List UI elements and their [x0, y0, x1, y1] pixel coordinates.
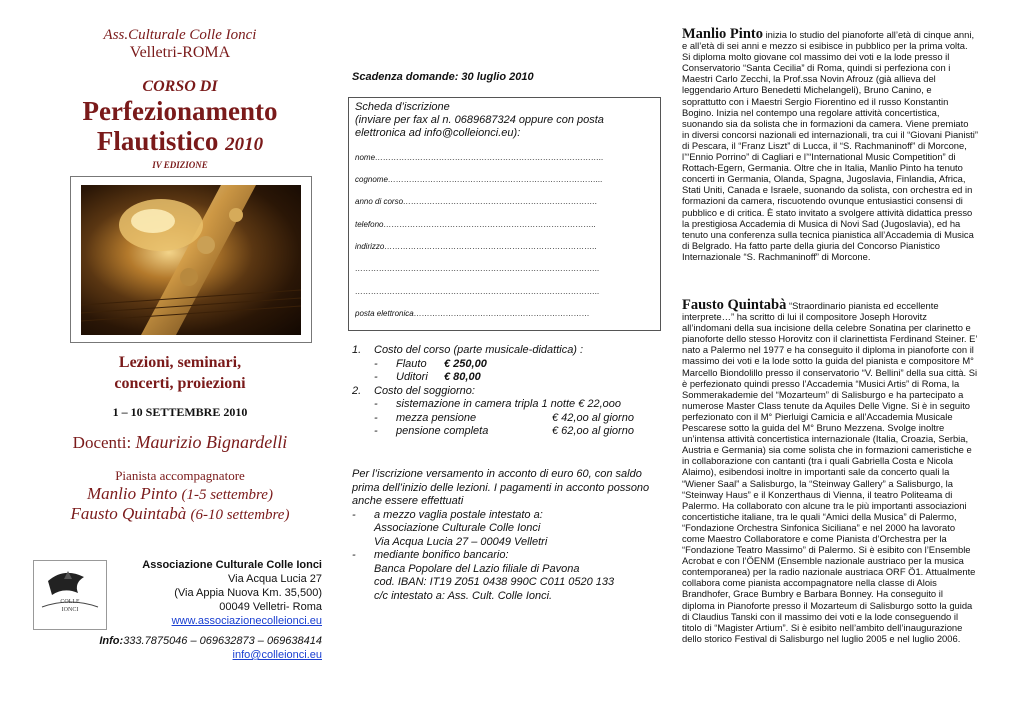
field-telefono[interactable]: telefono…………………………………………………………………….. — [355, 220, 596, 229]
website-link[interactable]: www.associazionecolleionci.eu — [171, 615, 322, 627]
pianist-1-name: Manlio Pinto — [87, 484, 178, 503]
soggiorno-item: pensione completa — [396, 425, 489, 437]
teacher-name: Maurizio Bignardelli — [135, 432, 288, 452]
info-phones: 333.7875046 – 069632873 – 069638414 — [123, 635, 322, 647]
bonifico-line3: cod. IBAN: IT19 Z051 0438 990C C011 0520 133 — [374, 576, 615, 588]
bio1-text: inizia lo studio del pianoforte all’età di cinque anni, e all’età di sei anni e mezzo si esibisce in pubblico per la prima volta. Si diploma molto giovane col massimo dei voti e la lode presso il Conservatorio “Santa Cecilia” di Roma, quindi si perfeziona con i Maestri Carlo Zecchi, la Prof.ssa Novin Afrouz (già allieva del leggendario Arturo Benedetti Michelangeli), Bruno Canino, e soprattutto con i Maestri Sergio Fiorentino ed il russo Konstantin Bogino. Inizia nel contempo una regolare attività concertistica, suonando sia da solista che in formazioni da camera. Viene premiato in diversi concorsi nazionali ed internazionali, tra cui il “Giovani Pianisti” di Pescara, il “Franz Liszt” di Lucca, il “S. Rachmaninoff” di Morcone, l’“Ennio Porrino” di Cagliari e l’“International Music Competition” di Rottach-Egern, Germania. Oltre che in Italia, Manlio Pinto ha tenuto concerti in Germania, Olanda, Spagna, Jugoslavia, Finlandia, Africa, Stati Uniti, Canada e Israele, suonando da solista, con orchestra ed in formazioni da camera, riscuotendo ovunque entusiastici consensi di pubblico e di critica. È stato invitato a svolgere attività didattica presso la prestigiosa Accademia di Musica di Novi Sad (Jugoslavia), ed ha tenuto una conferenza sulla tecnica pianistica all’Accademia di Musica di Belgrado. Ha fatto parte della giuria del Concorso Pianistico Internazionale “S. Rachmaninoff” di Morcone. — [682, 29, 978, 262]
deadline: Scadenza domande: 30 luglio 2010 — [352, 71, 534, 83]
email-link[interactable]: info@colleionci.eu — [232, 649, 322, 661]
field-nome[interactable]: nome………………………………………………………………………….. — [355, 153, 604, 162]
field-indirizzo[interactable]: indirizzo…………………………………………………………………….. — [355, 242, 597, 251]
info-label: Info: — [99, 635, 124, 647]
logo-text-1: COLLE — [60, 599, 80, 605]
payment-info: Per l’iscrizione versamento in acconto di euro 60, con saldo prima dell’inizio delle lezioni. I pagamenti in acconto possono anche essere effettuati - a mezzo vaglia postale intestato a: Associazione Culturale Colle Ionci Via Acqua Lucia 27 – 00049 Velletri - mediante bonifico bancario: Banca Popolare del Lazio filiale di Pavona cod. IBAN: IT19 Z051 0438 990C C011 0520 133 c/c intestato a: Ass. Cult. Colle Ionci. — [352, 468, 657, 603]
activities-line1: Lezioni, seminari, — [118, 354, 242, 371]
course-year: 2010 — [225, 134, 264, 155]
registration-form — [348, 97, 661, 331]
soggiorno-price: € 62,oo al giorno — [552, 425, 634, 437]
logo-graphic — [34, 561, 106, 629]
cost1-number: 1. — [352, 344, 362, 356]
costs-list: 1. Costo del corso (parte musicale-didattica) : - Flauto € 250,00 - Uditori € 80,00 2. Costo del soggiorno: - sistemazione in camera tripla 1 notte € 22,ooo - mezza pensione € 42,oo al giorno - pensione completa € 62,oo al giorno — [352, 344, 634, 437]
form-instructions-1: (inviare per fax al n. 0689687324 oppure con posta — [355, 114, 604, 126]
bio1-name: Manlio Pinto — [682, 26, 763, 42]
soggiorno-item: sistemazione in camera tripla 1 notte € 22,ooo — [396, 398, 622, 410]
association-city: Velletri-ROMA — [129, 44, 231, 61]
bonifico-line4: c/c intestato a: Ass. Cult. Colle Ionci. — [374, 589, 553, 602]
contact-street2: (Via Appia Nuova Km. 35,500) — [174, 587, 322, 599]
cost2-label: Costo del soggiorno: — [374, 384, 475, 397]
uditori-price: € 80,00 — [444, 371, 481, 383]
contact-block — [108, 558, 322, 628]
bio2-name: Fausto Quintabà — [682, 297, 787, 313]
pianist-2-dates: (6-10 settembre) — [190, 507, 290, 523]
field-blank-1[interactable]: ……………………………………………………………………………….. — [355, 264, 600, 273]
pianist-2 — [30, 504, 330, 524]
flute-photo-frame — [70, 176, 312, 343]
activities-line2: concerti, proiezioni — [114, 375, 246, 392]
pianist-1 — [30, 484, 330, 504]
field-blank-2[interactable]: ……………………………………………………………………………….. — [355, 287, 600, 296]
form-title: Scheda d’iscrizione — [355, 101, 450, 113]
edition-label: IV EDIZIONE — [152, 160, 208, 170]
uditori-label: Uditori — [396, 371, 428, 383]
cost1-label: Costo del corso (parte musicale-didattica) : — [374, 344, 584, 356]
pianist-2-name: Fausto Quintabà — [70, 504, 187, 523]
teachers — [30, 432, 330, 453]
form-header — [355, 101, 655, 140]
vaglia-line2: Associazione Culturale Colle Ionci — [374, 522, 541, 534]
course-label: CORSO DI — [142, 78, 218, 95]
association-name: Ass.Culturale Colle Ionci — [103, 27, 257, 43]
bonifico-line2: Banca Popolare del Lazio filiale di Pavona — [374, 562, 580, 575]
bio2-text: “Straordinario pianista ed eccellente interprete…” ha scritto di lui il compositore Joseph Horovitz all’indomani della sua incisione della celebre Sonatina per clarinetto e pianoforte dello stesso Horovitz con il clarinettista Ferdinand Steiner. E’ nato a Palermo nel 1977 e ha conseguito il diploma in pianoforte con il massimo dei voti e la lode sotto la guida del pianista e compositore M° Marcello Biondolillo presso il conservatorio “V. Bellini” della sua città. Si è perfezionato quindi presso l’Accademia “Musici Artis” di Roma, la Sommerakademie del “Mozarteum” di Salisburgo e ha partecipato a numerose Master Class tenute da Aquiles Delle Vigne. Si è in seguito perfezionato con il M° Pierluigi Camicia e all’Accademia Musicale Pescarese sotto la guida del M° Bruno Mezzena. Svolge inoltre un’intensa attività concertistica internazionale (Italia, Croazia, Serbia, Austria e Germania) sia come solista che in formazioni cameristiche e in collaborazione con cantanti (tra i quali Gabriella Costa e Nicola Alaimo), esibendosi inoltre in importanti sale da concerto quali la “Wiener Saal” a Salisburgo, la “Steinway Gallery” a Salisburgo, la “Steinway Haus” e il Konzerthaus di Vienna, il teatro Politeama di Palermo. Ha collaborato con alcune tra le più importanti associazioni concertistiche italiane, tra le quali “Amici della Musica” di Palermo, “Fondazione Orchestra Sinfonica Siciliana” e nel 2000 ha lavorato come Maestro Collaboratore e come Pianista d’Orchestra per la “Fondazione Teatro Massimo” di Palermo. Si è esibito con l’Ensemble Acrobat e con l’ÖENM (Ensemble nazionale austriaco per la musica contemporanea) per la radio nazionale austriaca ORF Ö1. Attualmente collabora come pianista accompagnatore nella classe di Alois Brandhofer, Grace Bumbry e Barbara Bonney. Ha conseguito il diploma in Pianoforte presso il Mozarteum di Salisburgo sotto la guida di Claudius Tanski con il massimo dei voti e la lode conseguendo il titolo di “Magister Artium”. Si è esibito nell’ambito dell’inaugurazione dello storico Festival di Salisburgo nel luglio 2005 e nel luglio 2006. — [682, 300, 978, 644]
activities — [30, 352, 330, 394]
flute-photo — [81, 185, 301, 335]
course-dates: 1 – 10 SETTEMBRE 2010 — [112, 405, 248, 419]
payment-intro: Per l’iscrizione versamento in acconto di euro 60, con saldo prima dell’inizio delle lezioni. I pagamenti in acconto possono anche essere effettuati — [352, 468, 650, 507]
contact-city: 00049 Velletri- Roma — [219, 601, 322, 613]
teachers-label: Docenti: — [72, 433, 132, 452]
field-posta-elettronica[interactable]: posta elettronica………………………………………………………… — [355, 309, 590, 318]
flauto-price: € 250,00 — [444, 357, 487, 370]
left-column — [30, 25, 330, 170]
logo-text-2: IONCI — [61, 607, 79, 613]
pianist-1-dates: (1-5 settembre) — [181, 487, 273, 503]
field-cognome[interactable]: cognome……………………………………………………………………... — [355, 175, 603, 184]
bio-manlio-pinto — [682, 26, 978, 262]
form-instructions-2: elettronica ad info@colleionci.eu): — [355, 127, 521, 139]
contact-org: Associazione Culturale Colle Ionci — [142, 559, 322, 571]
vaglia-line1: a mezzo vaglia postale intestato a: — [374, 508, 543, 521]
bonifico-line1: mediante bonifico bancario: — [374, 549, 509, 561]
association-logo — [33, 560, 107, 630]
soggiorno-item: mezza pensione — [396, 411, 477, 424]
field-anno-corso[interactable]: anno di corso………………………………………………………………. — [355, 197, 598, 206]
contact-street: Via Acqua Lucia 27 — [228, 573, 322, 585]
cost2-number: 2. — [352, 384, 362, 397]
flauto-label: Flauto — [396, 357, 427, 370]
bio-fausto-quintaba — [682, 297, 978, 644]
pianist-label: Pianista accompagnatore — [115, 468, 245, 483]
course-title-line1: Perfezionamento — [82, 96, 278, 126]
vaglia-line3: Via Acqua Lucia 27 – 00049 Velletri — [374, 535, 548, 548]
info-block — [60, 634, 322, 662]
soggiorno-price: € 42,oo al giorno — [552, 411, 634, 424]
flute-illustration — [81, 185, 301, 335]
course-title-word: Flautistico — [96, 126, 219, 156]
course-title-line2 — [30, 126, 330, 160]
